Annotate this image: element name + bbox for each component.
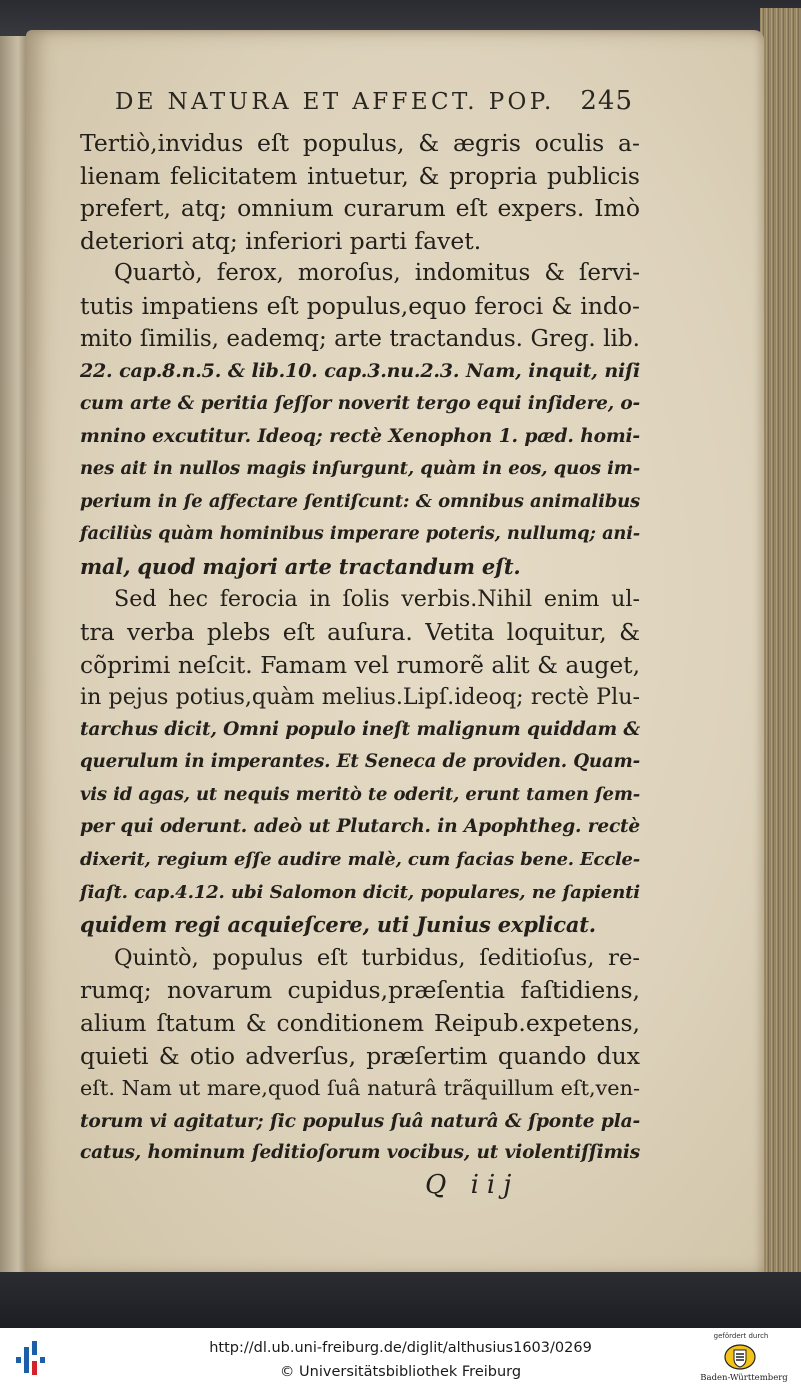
text-line: alium ſtatum & conditionem Reipub.expetens, — [80, 1009, 640, 1038]
text-line: in pejus potius,quàm melius.Lipſ.ideoq; rectè Plu- — [80, 684, 640, 711]
scan-bottom-margin — [0, 1272, 801, 1328]
text-line: catus, hominum ſeditioſorum vocibus, ut violentiſſimis — [80, 1142, 640, 1164]
text-line: ſiaſt. cap.4.12. ubi Salomon dicit, populares, ne ſapienti — [80, 881, 640, 903]
text-line: mito ſimilis, eademq; arte tractandus. Greg. lib. — [80, 325, 640, 352]
sponsor-name: Baden-Württemberg — [700, 1373, 788, 1383]
text-line: cum arte & peritia ſeſſor noverit tergo equi inſidere, o- — [80, 392, 640, 414]
text-line: mnino excutitur. Ideoq; rectè Xenophon 1. pæd. homi- — [80, 425, 640, 448]
footer-url-link[interactable]: http://dl.ub.uni-freiburg.de/diglit/althusius1603/0269 — [209, 1340, 592, 1356]
baden-wuerttemberg-crest-icon — [722, 1343, 758, 1371]
signature-mark: Q iij — [425, 1170, 520, 1200]
text-line: quidem regi acquieſcere, uti Junius explicat. — [80, 912, 596, 938]
body-text — [80, 127, 640, 1170]
running-head-title: DE NATURA ET AFFECT. POP. — [115, 89, 555, 115]
text-line: torum vi agitatur; ſic populus ſuâ naturâ & ſponte pla- — [80, 1109, 640, 1132]
text-line: Tertiò,invidus eſt populus, & ægris oculis a- — [80, 129, 640, 157]
text-line: Quartò, ferox, moroſus, indomitus & ſervi- — [114, 260, 640, 287]
page-number: 245 — [580, 86, 633, 116]
text-line: deteriori atq; inferiori parti favet. — [80, 226, 482, 255]
text-line: dixerit, regium eſſe audire malè, cum facias bene. Eccle- — [80, 849, 640, 871]
text-line: mal, quod majori arte tractandum eſt. — [80, 553, 521, 579]
text-line: tarchus dicit, Omni populo ineſt malignum quiddam & — [80, 718, 640, 740]
running-head — [115, 86, 635, 126]
text-line: eſt. Nam ut mare,quod ſuâ naturâ trãquillum eſt,ven- — [80, 1076, 640, 1101]
text-line: tra verba plebs eſt auſura. Vetita loquitur, & — [80, 617, 640, 646]
text-line: querulum in imperantes. Et Seneca de providen. Quam- — [80, 751, 640, 773]
text-line: Quintò, populus eſt turbidus, ſeditioſus, re- — [114, 944, 640, 971]
footer-copyright: © Universitätsbibliothek Freiburg — [279, 1364, 522, 1380]
text-line: per qui oderunt. adeò ut Plutarch. in Apophtheg. rectè — [80, 816, 640, 838]
text-line: perium in ſe affectare ſentiſcunt: & omnibus animalibus — [80, 490, 640, 512]
footer-bar — [0, 1328, 801, 1386]
text-line: Sed hec ferocia in ſolis verbis.Nihil enim ul- — [114, 586, 640, 613]
text-line: lienam felicitatem intuetur, & propria publicis — [80, 161, 640, 190]
text-line: tutis impatiens eſt populus,equo feroci & indo- — [80, 291, 640, 320]
text-line: cõprimi neſcit. Famam vel rumorẽ alit & auget, — [80, 650, 640, 679]
text-line: vis id agas, ut nequis meritò te oderit, erunt tamen ſem- — [80, 783, 640, 805]
text-line: prefert, atq; omnium curarum eſt expers. Imò — [80, 194, 640, 223]
text-line: rumq; novarum cupidus,præſentia faſtidiens, — [80, 976, 640, 1005]
page-stack-edge — [760, 8, 801, 1276]
sponsor-label: gefördert durch — [713, 1332, 769, 1340]
text-line: quieti & otio adverſus, præſertim quando dux — [80, 1041, 640, 1070]
text-line: 22. cap.8.n.5. & lib.10. cap.3.nu.2.3. Nam, inquit, niſi — [80, 360, 640, 383]
text-line: nes ait in nullos magis inſurgunt, quàm in eos, quos im- — [80, 457, 640, 479]
text-line: faciliùs quàm hominibus imperare poteris, nullumq; ani- — [80, 523, 640, 545]
